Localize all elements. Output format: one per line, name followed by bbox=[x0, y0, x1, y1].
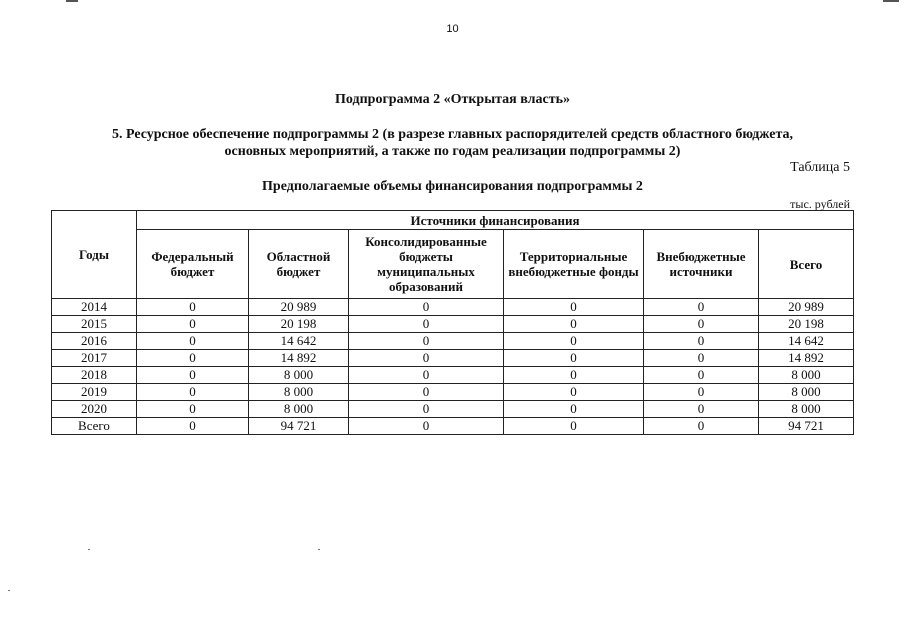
table-title: Предполагаемые объемы финансирования подпрограммы 2 bbox=[262, 179, 643, 194]
year-cell: 2019 bbox=[52, 384, 137, 401]
amount-cell: 0 bbox=[504, 367, 644, 384]
table-row bbox=[52, 299, 854, 316]
amount-cell: 0 bbox=[137, 401, 249, 418]
amount-cell: 0 bbox=[137, 384, 249, 401]
amount-cell: 14 892 bbox=[759, 350, 854, 367]
amount-cell: 94 721 bbox=[759, 418, 854, 435]
amount-cell: 0 bbox=[644, 316, 759, 333]
amount-cell: 0 bbox=[137, 418, 249, 435]
amount-cell: 20 198 bbox=[759, 316, 854, 333]
amount-cell: 8 000 bbox=[759, 384, 854, 401]
amount-cell: 0 bbox=[644, 350, 759, 367]
amount-cell: 8 000 bbox=[759, 401, 854, 418]
amount-cell: 0 bbox=[349, 384, 504, 401]
amount-cell: 0 bbox=[137, 316, 249, 333]
column-header: Внебюджетные источники bbox=[644, 230, 759, 299]
amount-cell: 0 bbox=[349, 418, 504, 435]
scan-speck bbox=[318, 549, 320, 550]
amount-cell: 0 bbox=[504, 384, 644, 401]
amount-cell: 0 bbox=[349, 350, 504, 367]
units-label: тыс. рублей bbox=[790, 197, 850, 211]
amount-cell: 0 bbox=[644, 401, 759, 418]
amount-cell: 0 bbox=[644, 333, 759, 350]
column-header: Территориальные внебюджетные фонды bbox=[504, 230, 644, 299]
amount-cell: 0 bbox=[644, 299, 759, 316]
column-header: Всего bbox=[759, 230, 854, 299]
years-header: Годы bbox=[52, 211, 137, 299]
amount-cell: 0 bbox=[137, 333, 249, 350]
year-cell: 2016 bbox=[52, 333, 137, 350]
scan-edge-mark bbox=[66, 0, 78, 2]
year-cell: 2014 bbox=[52, 299, 137, 316]
amount-cell: 0 bbox=[137, 350, 249, 367]
year-cell: 2018 bbox=[52, 367, 137, 384]
amount-cell: 20 198 bbox=[249, 316, 349, 333]
amount-cell: 0 bbox=[349, 299, 504, 316]
amount-cell: 0 bbox=[644, 367, 759, 384]
amount-cell: 0 bbox=[349, 316, 504, 333]
year-cell: Всего bbox=[52, 418, 137, 435]
amount-cell: 0 bbox=[504, 299, 644, 316]
amount-cell: 20 989 bbox=[759, 299, 854, 316]
scan-speck bbox=[88, 549, 90, 550]
amount-cell: 0 bbox=[644, 418, 759, 435]
amount-cell: 0 bbox=[504, 418, 644, 435]
table-row bbox=[52, 384, 854, 401]
amount-cell: 14 642 bbox=[759, 333, 854, 350]
amount-cell: 8 000 bbox=[759, 367, 854, 384]
year-cell: 2020 bbox=[52, 401, 137, 418]
amount-cell: 8 000 bbox=[249, 384, 349, 401]
amount-cell: 20 989 bbox=[249, 299, 349, 316]
amount-cell: 0 bbox=[504, 316, 644, 333]
amount-cell: 0 bbox=[137, 367, 249, 384]
funding-sources-header: Источники финансирования bbox=[137, 211, 854, 230]
section-heading-line: основных мероприятий, а также по годам реализации подпрограммы 2) bbox=[224, 144, 681, 159]
amount-cell: 0 bbox=[349, 333, 504, 350]
column-header: Консолидированные бюджеты муниципальных образований bbox=[349, 230, 504, 299]
amount-cell: 0 bbox=[504, 350, 644, 367]
table-label: Таблица 5 bbox=[790, 160, 850, 175]
section-heading-line: 5. Ресурсное обеспечение подпрограммы 2 (в разрезе главных распорядителей средств областного бюджета, bbox=[111, 127, 794, 142]
amount-cell: 0 bbox=[137, 299, 249, 316]
table-row bbox=[52, 350, 854, 367]
amount-cell: 8 000 bbox=[249, 367, 349, 384]
table-row bbox=[52, 367, 854, 384]
page-number: 10 bbox=[446, 23, 459, 35]
year-cell: 2017 bbox=[52, 350, 137, 367]
financing-table bbox=[51, 210, 854, 435]
table-row bbox=[52, 401, 854, 418]
table-row bbox=[52, 333, 854, 350]
amount-cell: 0 bbox=[504, 333, 644, 350]
scan-edge-mark bbox=[883, 0, 899, 2]
amount-cell: 14 642 bbox=[249, 333, 349, 350]
amount-cell: 14 892 bbox=[249, 350, 349, 367]
amount-cell: 94 721 bbox=[249, 418, 349, 435]
column-header: Федеральный бюджет bbox=[137, 230, 249, 299]
amount-cell: 0 bbox=[644, 384, 759, 401]
column-header: Областной бюджет bbox=[249, 230, 349, 299]
amount-cell: 0 bbox=[504, 401, 644, 418]
amount-cell: 0 bbox=[349, 367, 504, 384]
subprogram-title: Подпрограмма 2 «Открытая власть» bbox=[335, 92, 570, 107]
amount-cell: 0 bbox=[349, 401, 504, 418]
year-cell: 2015 bbox=[52, 316, 137, 333]
section-heading bbox=[50, 126, 855, 160]
total-row bbox=[52, 418, 854, 435]
table-row bbox=[52, 316, 854, 333]
scan-speck bbox=[8, 590, 10, 591]
amount-cell: 8 000 bbox=[249, 401, 349, 418]
